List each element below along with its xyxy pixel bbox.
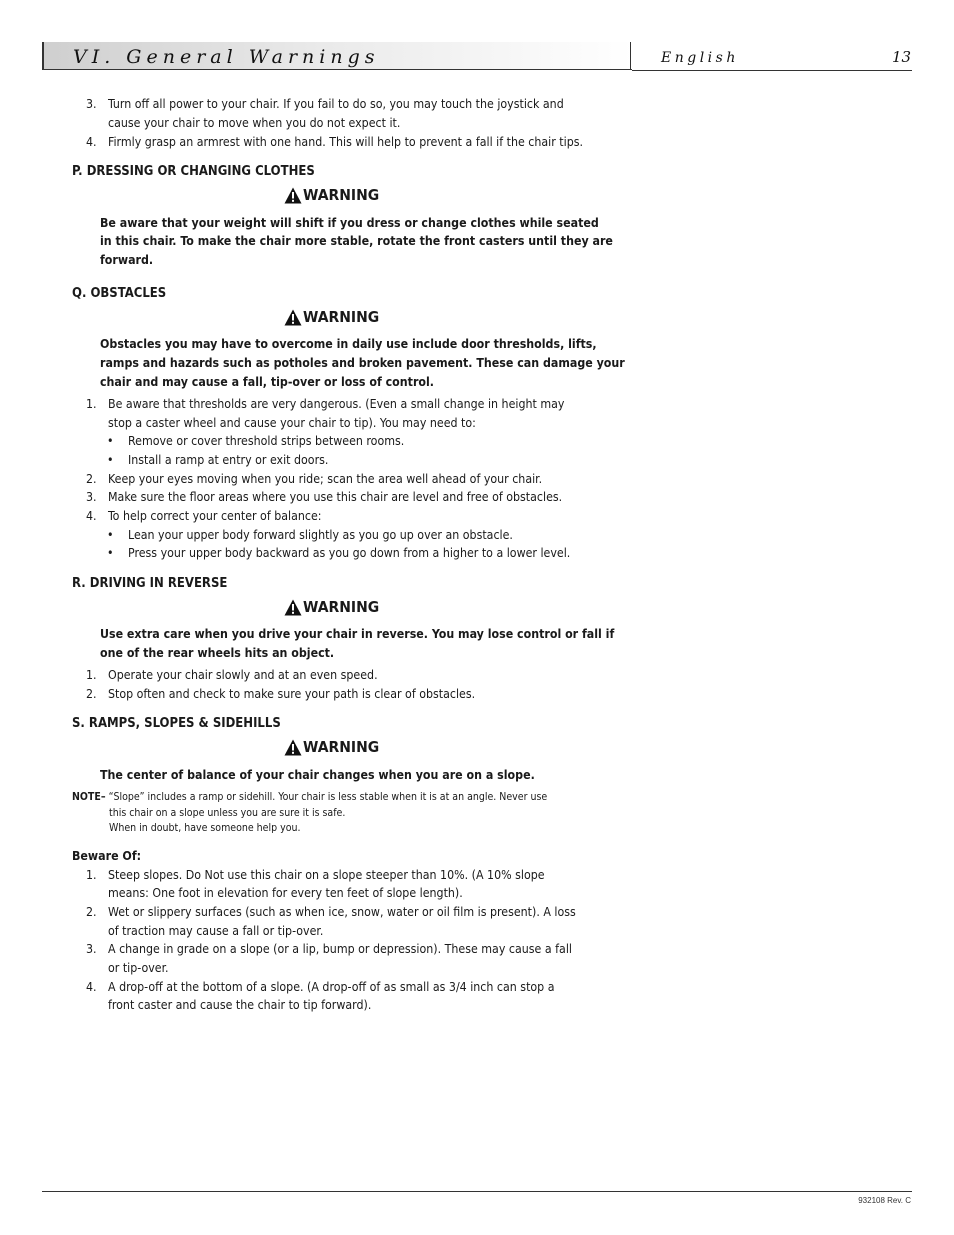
list-item: 2. Wet or slippery surfaces (such as when ice, snow, water or oil film is present). A loss xyxy=(86,905,576,919)
section-heading-p: P. DRESSING OR CHANGING CLOTHES xyxy=(72,164,315,179)
list-item-cont: cause your chair to move when you do not expect it. xyxy=(108,116,401,130)
section-heading-r: R. DRIVING IN REVERSE xyxy=(72,576,228,591)
bullet-item: • Lean your upper body forward slightly as you go up over an obstacle. xyxy=(107,528,513,542)
warning-triangle-icon xyxy=(284,187,302,204)
bullet-item: • Press your upper body backward as you go down from a higher to a lower level. xyxy=(107,546,571,560)
bullet-item: • Remove or cover threshold strips between rooms. xyxy=(107,434,405,448)
warning-text: The center of balance of your chair changes when you are on a slope. xyxy=(100,768,535,782)
list-item: 1. Be aware that thresholds are very dangerous. (Even a small change in height may xyxy=(86,397,565,411)
warning-text: in this chair. To make the chair more stable, rotate the front casters until they are xyxy=(100,234,613,248)
header-rule-right xyxy=(632,70,912,71)
section-heading-s: S. RAMPS, SLOPES & SIDEHILLS xyxy=(72,716,281,731)
list-item-cont: or tip-over. xyxy=(108,961,169,975)
list-item: 3. Turn off all power to your chair. If you fail to do so, you may touch the joystick and xyxy=(86,97,564,111)
header-divider xyxy=(630,42,631,70)
list-item-cont: front caster and cause the chair to tip forward). xyxy=(108,998,372,1012)
warning-text: Use extra care when you drive your chair in reverse. You may lose control or fall if xyxy=(100,627,615,641)
note-label: NOTE– xyxy=(72,791,106,803)
list-item-cont: of traction may cause a fall or tip-over. xyxy=(108,924,324,938)
warning-text: forward. xyxy=(100,253,154,267)
warning-text: ramps and hazards such as potholes and broken pavement. These can damage your xyxy=(100,356,625,370)
beware-label: Beware Of: xyxy=(72,849,142,863)
list-item: 3. Make sure the floor areas where you use this chair are level and free of obstacles. xyxy=(86,490,563,504)
section-title: VI. General Warnings xyxy=(73,46,380,68)
list-item: 1. Steep slopes. Do Not use this chair on a slope steeper than 10%. (A 10% slope xyxy=(86,868,545,882)
warning-text: Obstacles you may have to overcome in daily use include door thresholds, lifts, xyxy=(100,337,597,351)
header-rule xyxy=(42,69,632,70)
list-item: 4. A drop-off at the bottom of a slope. (A drop-off of as small as 3/4 inch can stop a xyxy=(86,980,555,994)
warning-heading: WARNING xyxy=(284,738,379,756)
list-item: 2. Stop often and check to make sure your path is clear of obstacles. xyxy=(86,687,476,701)
footer-rule xyxy=(42,1191,912,1192)
note: NOTE– “Slope” includes a ramp or sidehill. Your chair is less stable when it is at an angle. Never use xyxy=(72,791,548,803)
bullet-item: • Install a ramp at entry or exit doors. xyxy=(107,453,329,467)
list-item: 2. Keep your eyes moving when you ride; scan the area well ahead of your chair. xyxy=(86,472,543,486)
warning-heading: WARNING xyxy=(284,308,379,326)
warning-text: one of the rear wheels hits an object. xyxy=(100,646,335,660)
note-line: When in doubt, have someone help you. xyxy=(109,822,301,834)
warning-triangle-icon xyxy=(284,599,302,616)
warning-text: Be aware that your weight will shift if you dress or change clothes while seated xyxy=(100,216,599,230)
warning-text: chair and may cause a fall, tip-over or loss of control. xyxy=(100,375,435,389)
warning-heading: WARNING xyxy=(284,186,379,204)
list-item-cont: stop a caster wheel and cause your chair to tip). You may need to: xyxy=(108,416,476,430)
list-item-cont: means: One foot in elevation for every ten feet of slope length). xyxy=(108,886,463,900)
warning-triangle-icon xyxy=(284,739,302,756)
list-item: 4. Firmly grasp an armrest with one hand. This will help to prevent a fall if the chair tips. xyxy=(86,135,584,149)
list-item: 3. A change in grade on a slope (or a lip, bump or depression). These may cause a fall xyxy=(86,942,572,956)
page-number: 13 xyxy=(892,48,912,66)
list-item: 4. To help correct your center of balance: xyxy=(86,509,322,523)
document-code: 932108 Rev. C xyxy=(858,1196,911,1205)
warning-heading: WARNING xyxy=(284,598,379,616)
warning-triangle-icon xyxy=(284,309,302,326)
language-label: English xyxy=(661,50,739,66)
note-line: this chair on a slope unless you are sure it is safe. xyxy=(109,807,346,819)
list-item: 1. Operate your chair slowly and at an even speed. xyxy=(86,668,378,682)
section-heading-q: Q. OBSTACLES xyxy=(72,286,167,301)
